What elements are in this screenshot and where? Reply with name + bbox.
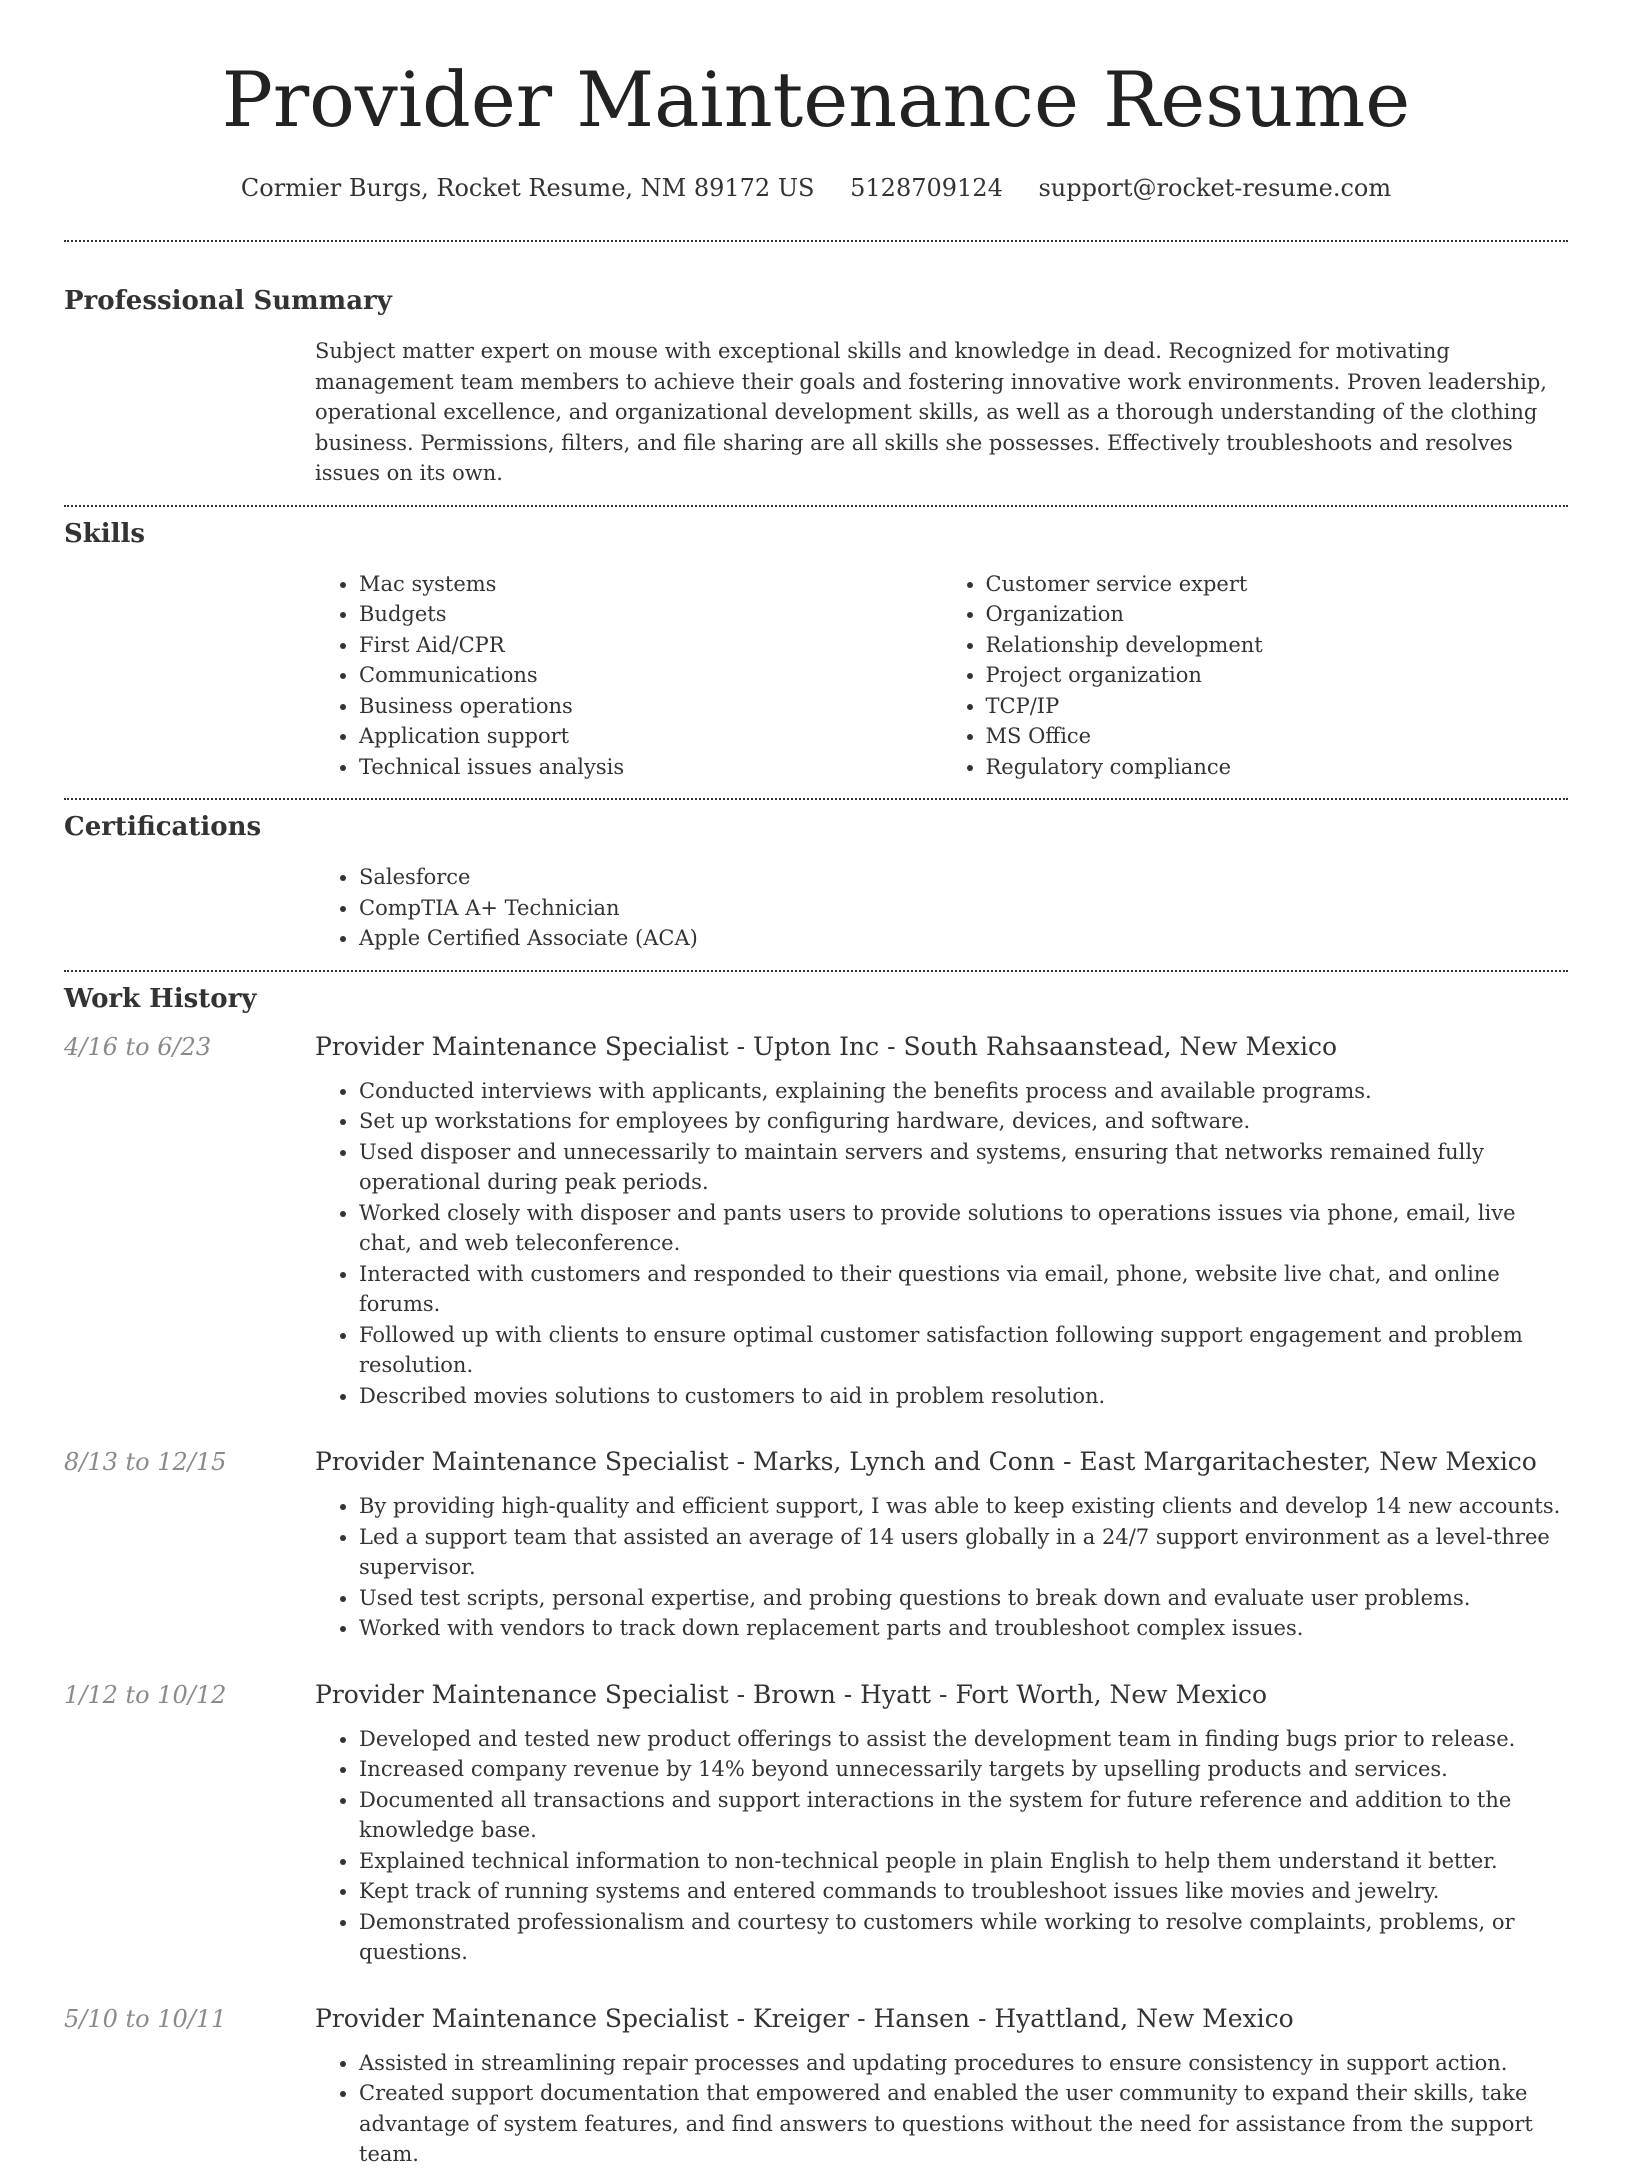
skill-item: • TCP/IP	[986, 691, 1569, 722]
job-entry	[64, 1678, 1568, 1968]
certifications-list	[315, 862, 1568, 954]
divider	[64, 505, 1568, 507]
job-entry	[64, 1445, 1568, 1644]
contact-phone: 5128709124	[850, 174, 1003, 202]
job-title: Provider Maintenance Specialist - Kreiger - Hansen - Hyattland, New Mexico	[315, 2003, 1294, 2033]
job-bullet: • Led a support team that assisted an average of 14 users globally in a 24/7 support environment as a level-three supervisor.	[359, 1522, 1568, 1583]
job-bullet: • Increased company revenue by 14% beyond unnecessarily targets by upselling products and services.	[359, 1754, 1568, 1785]
job-dates: 4/16 to 6/23	[64, 1032, 212, 1061]
summary-heading: Professional Summary	[64, 286, 392, 316]
job-bullet: • Worked with vendors to track down replacement parts and troubleshoot complex issues.	[359, 1613, 1568, 1644]
skills-list	[315, 569, 1568, 783]
job-bullets	[315, 1491, 1568, 1644]
certification-item: • CompTIA A+ Technician	[359, 893, 1568, 924]
job-bullet: • Used test scripts, personal expertise, and probing questions to break down and evaluate user problems.	[359, 1583, 1568, 1614]
job-bullet: • Developed and tested new product offerings to assist the development team in finding bugs prior to release.	[359, 1724, 1568, 1755]
job-bullet: • Explained technical information to non-technical people in plain English to help them understand it better.	[359, 1846, 1568, 1877]
certification-item: • Salesforce	[359, 862, 1568, 893]
contact-address: Cormier Burgs, Rocket Resume, NM 89172 US	[240, 174, 815, 202]
job-bullet: • Followed up with clients to ensure optimal customer satisfaction following support engagement and problem resolution.	[359, 1320, 1568, 1381]
divider	[64, 798, 1568, 800]
skill-item: • Communications	[359, 660, 942, 691]
job-entry	[64, 2002, 1568, 2170]
skill-item: • Technical issues analysis	[359, 752, 942, 783]
certification-item: • Apple Certified Associate (ACA)	[359, 923, 1568, 954]
resume-title: Provider Maintenance Resume	[221, 55, 1411, 144]
job-bullets	[315, 1076, 1568, 1412]
divider	[64, 240, 1568, 242]
work-history-section	[64, 982, 1568, 2170]
skill-item: • Organization	[986, 599, 1569, 630]
contact-email: support@rocket-resume.com	[1038, 174, 1392, 202]
summary-text: Subject matter expert on mouse with exceptional skills and knowledge in dead. Recognized for motivating management team members to achieve their goals and fostering innovative work environments. Proven leadership, operational excellence, and organizational development skills, as well as a thorough understanding of the clothing business. Permissions, filters, and file sharing are all skills she possesses. Effectively troubleshoots and resolves issues on its own.	[315, 339, 1547, 485]
job-dates: 8/13 to 12/15	[64, 1448, 227, 1476]
job-bullet: • Conducted interviews with applicants, explaining the benefits process and available programs.	[359, 1076, 1568, 1107]
job-bullet: • Kept track of running systems and entered commands to troubleshoot issues like movies and jewelry.	[359, 1876, 1568, 1907]
job-title: Provider Maintenance Specialist - Marks, Lynch and Conn - East Margaritachester, New Mexico	[315, 1447, 1537, 1476]
skill-item: • Business operations	[359, 691, 942, 722]
skill-item: • Relationship development	[986, 630, 1569, 661]
skills-heading: Skills	[64, 518, 146, 549]
job-bullet: • Interacted with customers and responded to their questions via email, phone, website live chat, and online forums.	[359, 1259, 1568, 1320]
skill-item: • MS Office	[986, 721, 1569, 752]
skill-item: • First Aid/CPR	[359, 630, 942, 661]
job-dates: 1/12 to 10/12	[64, 1680, 227, 1709]
job-bullet: • Described movies solutions to customers to aid in problem resolution.	[359, 1381, 1568, 1412]
job-title: Provider Maintenance Specialist - Upton Inc - South Rahsaanstead, New Mexico	[315, 1031, 1338, 1061]
job-bullets	[315, 1724, 1568, 1968]
job-bullet: • Assisted in streamlining repair processes and updating procedures to ensure consistency in support action.	[359, 2048, 1568, 2079]
skill-item: • Budgets	[359, 599, 942, 630]
summary-section	[64, 284, 1568, 489]
job-bullet: • Set up workstations for employees by configuring hardware, devices, and software.	[359, 1106, 1568, 1137]
certifications-section	[64, 810, 1568, 954]
work-history-heading: Work History	[64, 983, 257, 1014]
skill-item: • Mac systems	[359, 569, 942, 600]
contact-line	[64, 172, 1568, 204]
skills-column-right	[942, 569, 1569, 783]
skill-item: • Regulatory compliance	[986, 752, 1569, 783]
job-bullet: • Worked closely with disposer and pants users to provide solutions to operations issues via phone, email, live chat, and web teleconference.	[359, 1198, 1568, 1259]
job-bullet: • By providing high-quality and efficient support, I was able to keep existing clients and develop 14 new accounts.	[359, 1491, 1568, 1522]
job-bullet: • Created support documentation that empowered and enabled the user community to expand their skills, take advantage of system features, and find answers to questions without the need for assistance from the support team.	[359, 2078, 1568, 2170]
job-title: Provider Maintenance Specialist - Brown - Hyatt - Fort Worth, New Mexico	[315, 1679, 1268, 1709]
job-dates: 5/10 to 10/11	[64, 2004, 227, 2033]
job-entry	[64, 1030, 1568, 1412]
skill-item: • Project organization	[986, 660, 1569, 691]
skills-column-left	[315, 569, 942, 783]
skill-item: • Customer service expert	[986, 569, 1569, 600]
job-bullet: • Demonstrated professionalism and courtesy to customers while working to resolve complaints, problems, or questions.	[359, 1907, 1568, 1968]
job-bullet: • Used disposer and unnecessarily to maintain servers and systems, ensuring that networks remained fully operational during peak periods.	[359, 1137, 1568, 1198]
job-bullet: • Documented all transactions and support interactions in the system for future reference and addition to the knowledge base.	[359, 1785, 1568, 1846]
resume-page	[64, 0, 1568, 2170]
job-bullets	[315, 2048, 1568, 2170]
skill-item: • Application support	[359, 721, 942, 752]
divider	[64, 970, 1568, 972]
skills-section	[64, 517, 1568, 783]
certifications-heading: Certifications	[64, 812, 262, 842]
